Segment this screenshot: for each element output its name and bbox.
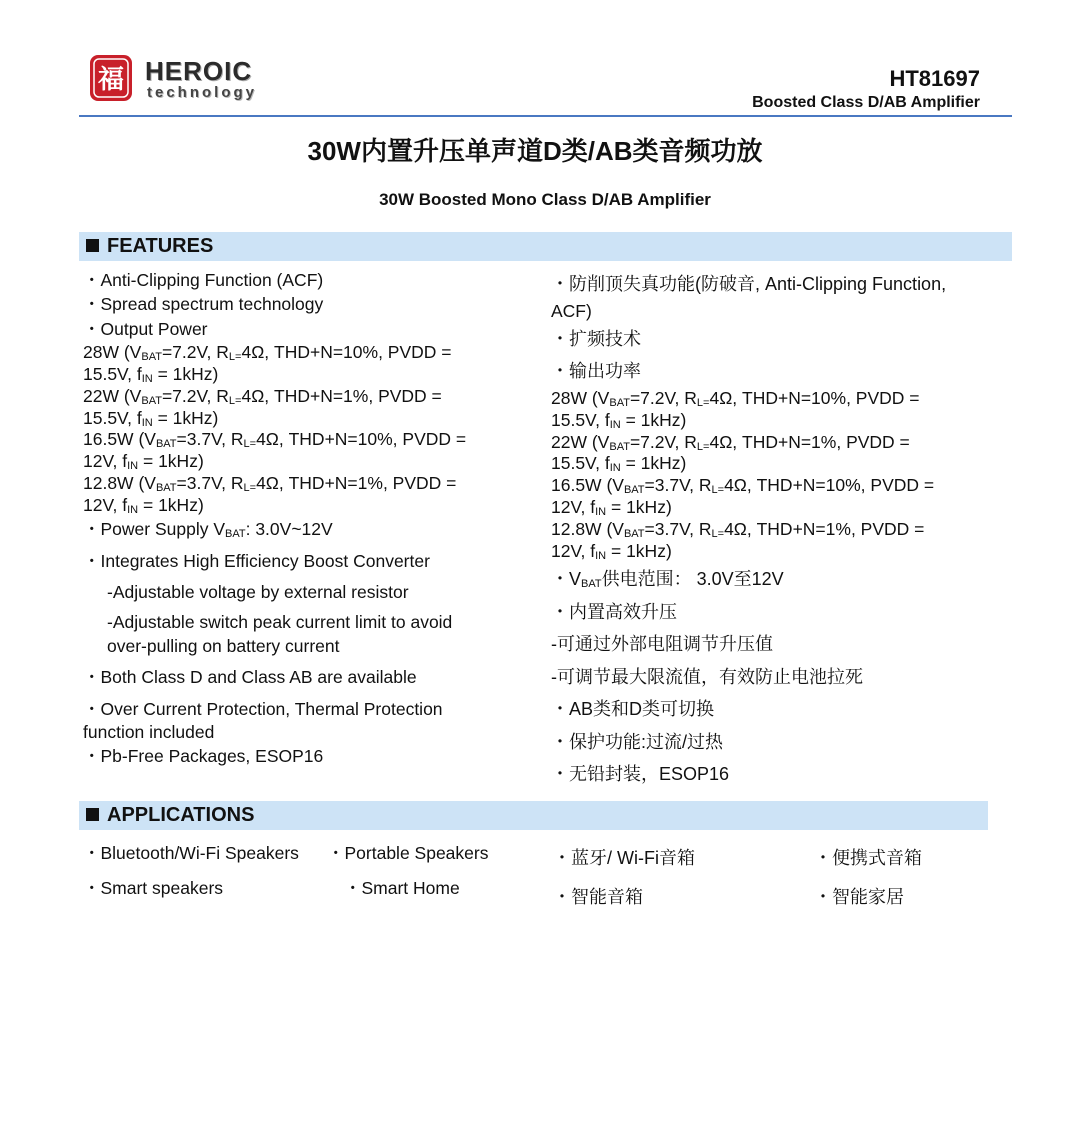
feature-output-power-cn: ・输出功率 — [551, 361, 641, 381]
feature-adj-limit-en-1: -Adjustable switch peak current limit to avoid — [107, 612, 453, 632]
square-bullet-icon — [86, 239, 99, 252]
power-spec-3-line-1: 16.5W ($V_{BAT}=3.7V$, $R_{L=}4\Omega$, THD+N=10%, PVDD = — [83, 429, 467, 450]
app-portable-cn: ・便携式音箱 — [814, 848, 922, 868]
power-spec-1-cn-line-2: 15.5V, $f_{IN} = 1kHz$) — [551, 410, 687, 431]
feature-acf-cn-1: ・防削顶失真功能(防破音, Anti-Clipping Function, — [551, 274, 947, 294]
logo-seal-char: 福 — [97, 65, 125, 95]
feature-protection-cn: ・保护功能:过流/过热 — [551, 732, 724, 752]
power-spec-4-cn-line-2: 12V, $f_{IN} = 1kHz$) — [551, 541, 672, 562]
power-spec-2-cn-line-1: 22W ($V_{BAT}=7.2V$, $R_{L=}4\Omega$, THD+N=1%, PVDD = — [551, 432, 910, 453]
feature-classes-en: ・Both Class D and Class AB are available — [83, 667, 417, 687]
part-description: Boosted Class D/AB Amplifier — [752, 94, 980, 111]
power-spec-2-line-2: 15.5V, $f_{IN} = 1kHz$) — [83, 408, 219, 429]
power-spec-4-line-2: 12V, $f_{IN} = 1kHz$) — [83, 495, 204, 516]
app-smart-speakers-en: ・Smart speakers — [83, 878, 224, 898]
logo-subtitle: technology — [147, 84, 258, 101]
feature-supply-cn: ・$V_{BAT}$供电范围： 3.0V至12V — [551, 569, 784, 590]
applications-section-bar — [79, 801, 988, 830]
title-english: 30W Boosted Mono Class D/AB Amplifier — [379, 190, 711, 209]
features-heading: FEATURES — [107, 235, 214, 257]
power-spec-1-cn-line-1: 28W ($V_{BAT}=7.2V$, $R_{L=}4\Omega$, THD+N=10%, PVDD = — [551, 388, 920, 409]
app-smart-speakers-cn: ・智能音箱 — [553, 887, 643, 907]
feature-adj-limit-cn: -可调节最大限流值，有效防止电池拉死 — [551, 667, 863, 687]
feature-acf-cn-2: ACF) — [551, 301, 592, 321]
power-spec-2-cn-line-2: 15.5V, $f_{IN} = 1kHz$) — [551, 453, 687, 474]
header-rule — [79, 115, 1012, 117]
feature-acf-en: ・Anti-Clipping Function (ACF) — [83, 270, 324, 290]
feature-protection-en-2: function included — [83, 722, 215, 742]
power-spec-2-line-1: 22W ($V_{BAT}=7.2V$, $R_{L=}4\Omega$, THD+N=1%, PVDD = — [83, 386, 442, 407]
app-bt-en: ・Bluetooth/Wi-Fi Speakers — [83, 843, 299, 863]
feature-package-en: ・Pb-Free Packages, ESOP16 — [83, 746, 324, 766]
title-chinese: 30W内置升压单声道D类/AB类音频功放 — [307, 136, 763, 166]
feature-boost-en: ・Integrates High Efficiency Boost Converter — [83, 551, 430, 571]
feature-output-power-en: ・Output Power — [83, 319, 208, 339]
part-number: HT81697 — [889, 66, 980, 91]
power-spec-1-line-1: 28W ($V_{BAT}=7.2V$, $R_{L=}4\Omega$, THD+N=10%, PVDD = — [83, 342, 452, 363]
power-spec-1-line-2: 15.5V, $f_{IN} = 1kHz$) — [83, 364, 219, 385]
power-spec-4-line-1: 12.8W ($V_{BAT}=3.7V$, $R_{L=}4\Omega$, THD+N=1%, PVDD = — [83, 473, 457, 494]
features-section-bar — [79, 232, 1012, 261]
feature-adj-voltage-cn: -可通过外部电阻调节升压值 — [551, 634, 773, 654]
logo-name: HEROIC — [145, 56, 253, 86]
power-spec-3-cn-line-1: 16.5W ($V_{BAT}=3.7V$, $R_{L=}4\Omega$, THD+N=10%, PVDD = — [551, 475, 935, 496]
feature-protection-en-1: ・Over Current Protection, Thermal Protection — [83, 699, 443, 719]
feature-package-cn: ・无铅封装，ESOP16 — [551, 764, 730, 784]
app-portable-en: ・Portable Speakers — [327, 843, 489, 863]
feature-supply-en: ・Power Supply $V_{BAT}$: 3.0V~12V — [83, 519, 333, 540]
feature-spread-cn: ・扩频技术 — [551, 329, 641, 349]
applications-heading: APPLICATIONS — [107, 804, 255, 826]
app-smart-home-en: ・Smart Home — [344, 878, 460, 898]
power-spec-3-line-2: 12V, $f_{IN} = 1kHz$) — [83, 451, 204, 472]
feature-spread-en: ・Spread spectrum technology — [83, 294, 324, 314]
feature-adj-voltage-en: -Adjustable voltage by external resistor — [107, 582, 409, 602]
square-bullet-icon — [86, 808, 99, 821]
feature-classes-cn: ・AB类和D类可切换 — [551, 699, 715, 719]
app-smart-home-cn: ・智能家居 — [814, 887, 904, 907]
logo-seal-icon — [88, 53, 134, 103]
feature-adj-limit-en-2: over-pulling on battery current — [107, 636, 340, 656]
app-bt-cn: ・蓝牙/ Wi-Fi音箱 — [553, 848, 695, 868]
power-spec-3-cn-line-2: 12V, $f_{IN} = 1kHz$) — [551, 497, 672, 518]
feature-boost-cn: ・内置高效升压 — [551, 602, 677, 622]
power-spec-4-cn-line-1: 12.8W ($V_{BAT}=3.7V$, $R_{L=}4\Omega$, THD+N=1%, PVDD = — [551, 519, 925, 540]
